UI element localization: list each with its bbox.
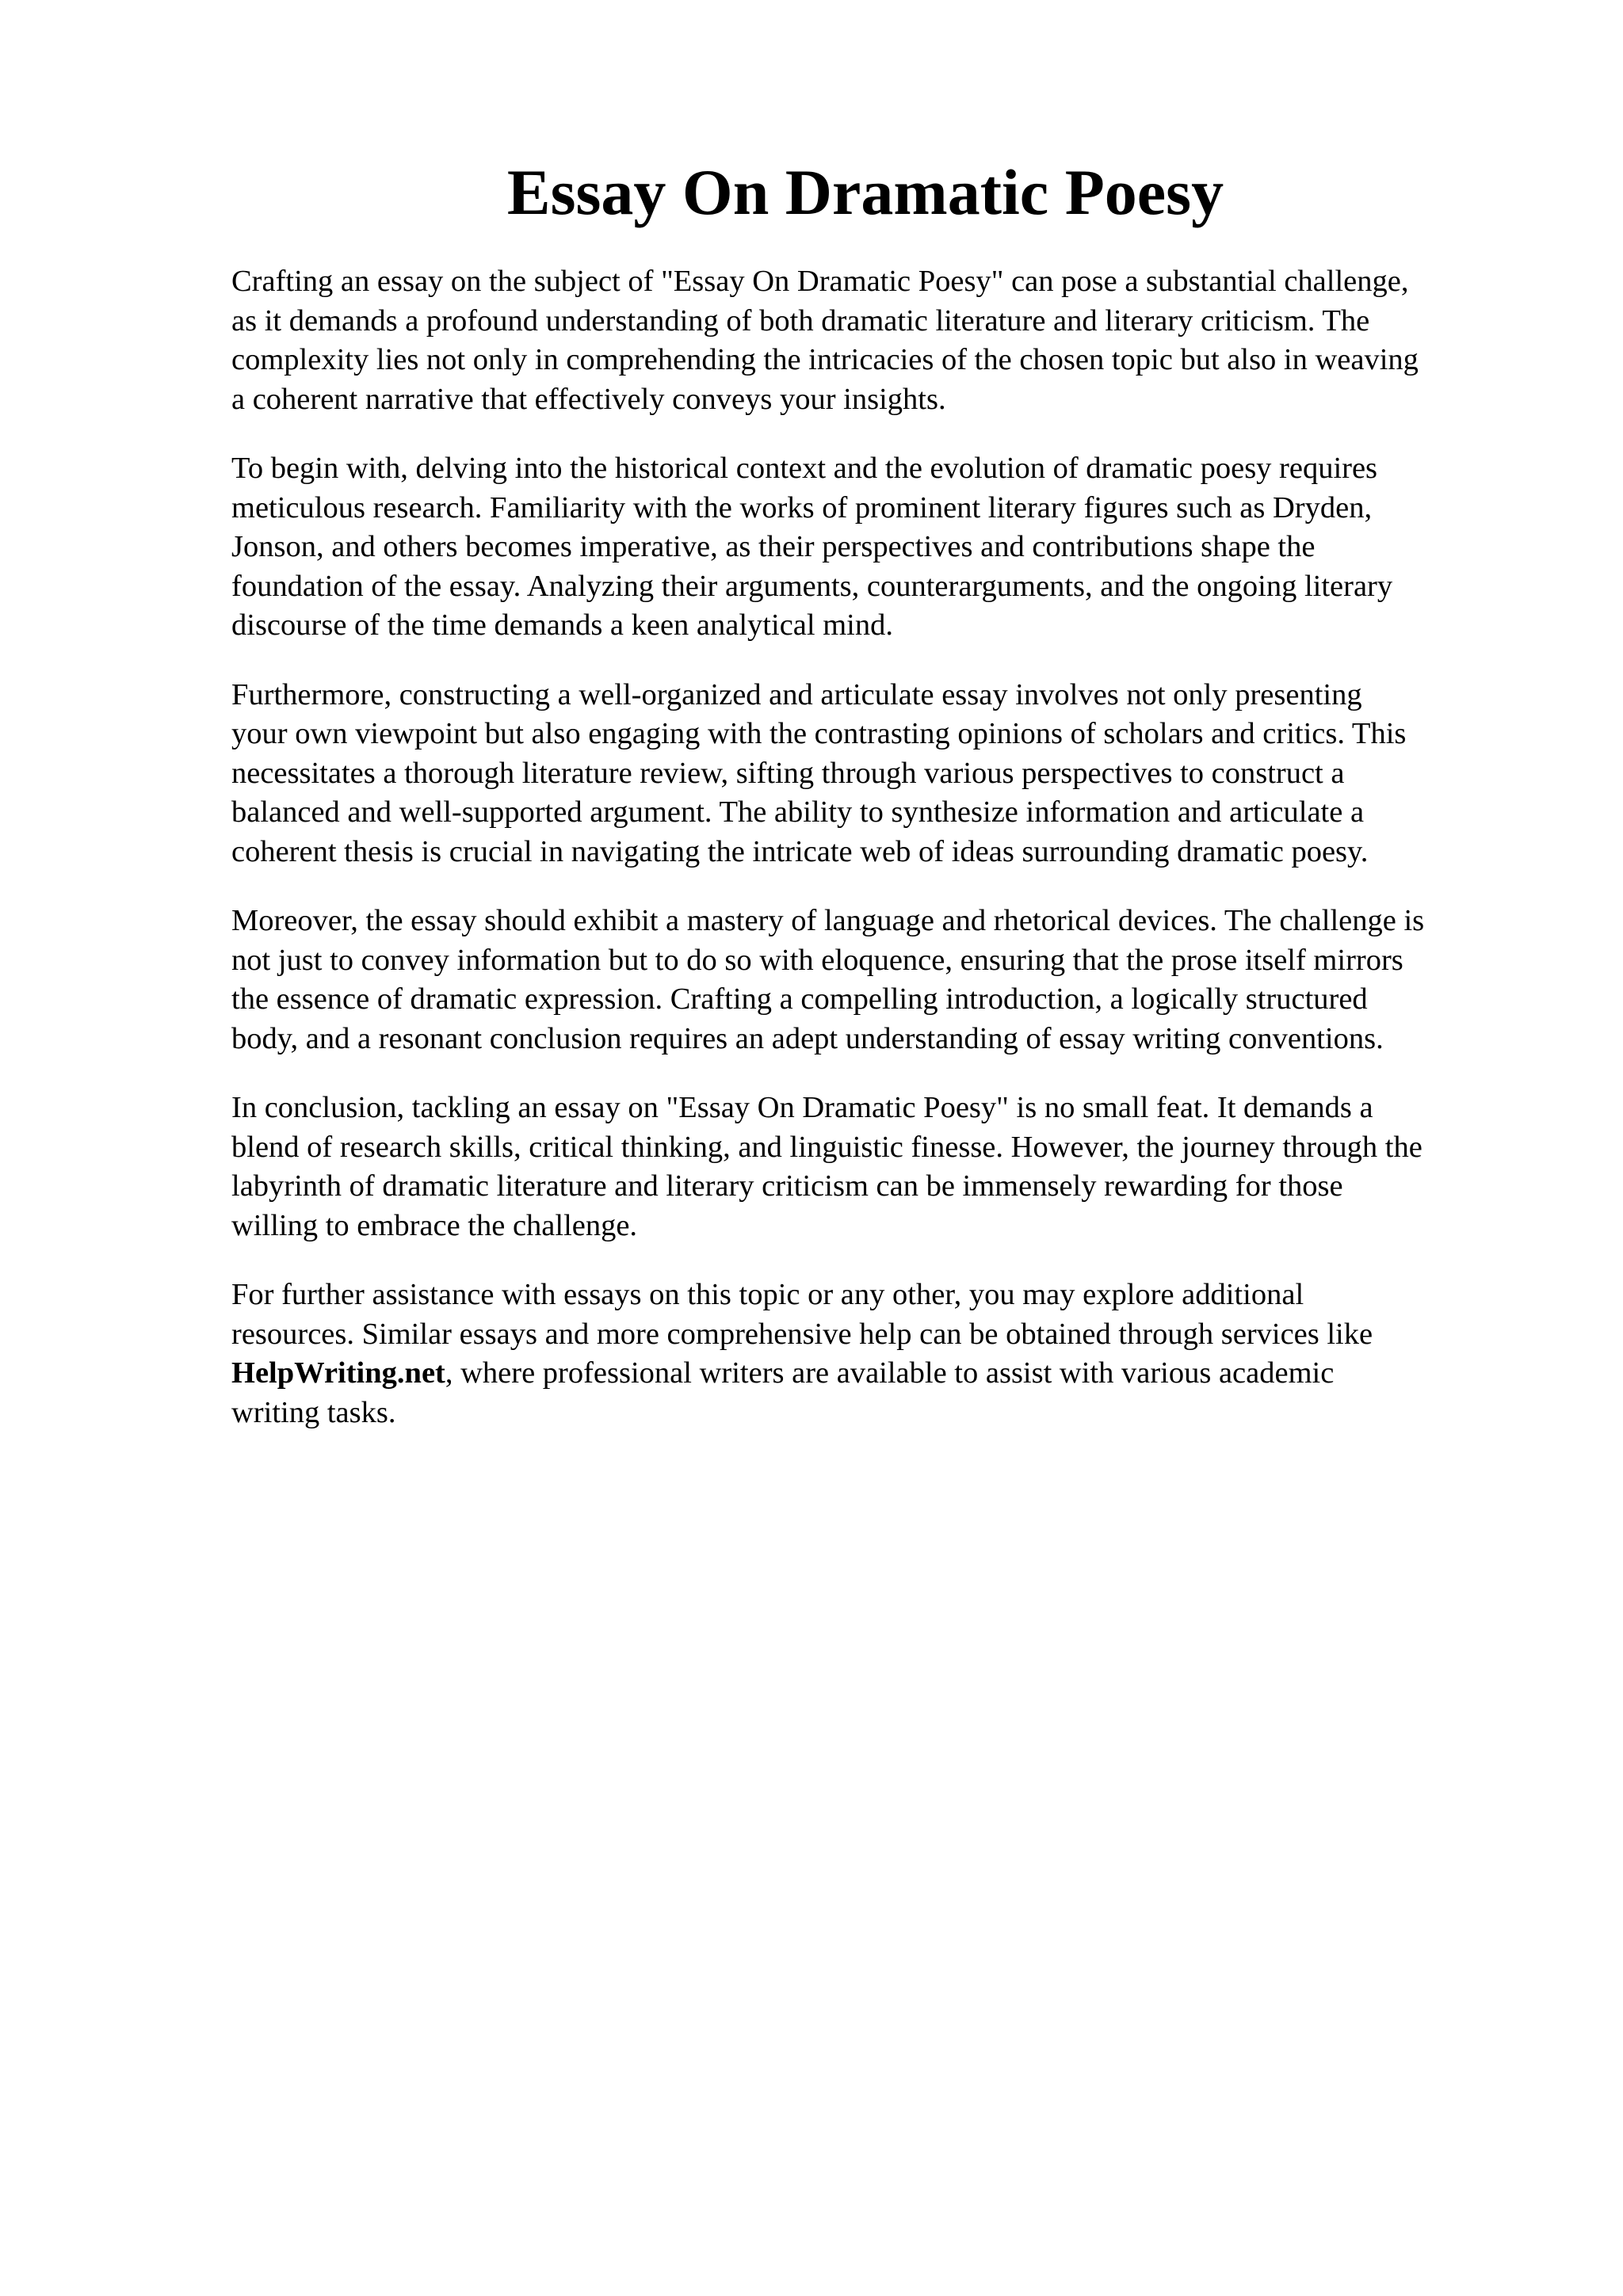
text-line: a coherent narrative that effectively conveys your insights. — [231, 382, 946, 416]
text-line: foundation of the essay. Analyzing their arguments, counterarguments, and the ongoing literary — [231, 569, 1393, 603]
text-line: the essence of dramatic expression. Crafting a compelling introduction, a logically structured — [231, 982, 1368, 1016]
text-line: discourse of the time demands a keen analytical mind. — [231, 608, 893, 642]
helpwriting-brand-name: HelpWriting.net — [231, 1356, 445, 1390]
text-line: not just to convey information but to do so with eloquence, ensuring that the prose itself mirrors — [231, 943, 1403, 977]
text-line: To begin with, delving into the historical context and the evolution of dramatic poesy requires — [231, 452, 1378, 485]
text-line: as it demands a profound understanding of both dramatic literature and literary criticism. The — [231, 303, 1370, 338]
text-line: complexity lies not only in comprehending the intricacies of the chosen topic but also in weaving — [231, 343, 1419, 376]
text-line: willing to embrace the challenge. — [231, 1208, 638, 1242]
text-line: Moreover, the essay should exhibit a mastery of language and rhetorical devices. The challenge is — [231, 904, 1425, 937]
text-line: Crafting an essay on the subject of "Essay On Dramatic Poesy" can pose a substantial challenge, — [231, 265, 1409, 298]
paragraph-historical-context — [231, 449, 1547, 646]
text-line — [231, 1354, 1547, 1394]
text-line: labyrinth of dramatic literature and literary criticism can be immensely rewarding for those — [231, 1169, 1343, 1203]
text-line: For further assistance with essays on this topic or any other, you may explore additional — [231, 1278, 1304, 1311]
text-line-rest: , where professional writers are available to assist with various academic — [445, 1356, 1335, 1390]
text-line: balanced and well-supported argument. The ability to synthesize information and articulate a — [231, 795, 1365, 829]
text-line: Jonson, and others becomes imperative, as their perspectives and contributions shape the — [231, 530, 1316, 563]
document-page — [231, 154, 1547, 1463]
text-line: In conclusion, tackling an essay on "Essay On Dramatic Poesy" is no small feat. It demands a — [231, 1091, 1373, 1124]
paragraph-conclusion — [231, 1089, 1547, 1245]
text-line: writing tasks. — [231, 1395, 396, 1429]
text-line: body, and a resonant conclusion requires an adept understanding of essay writing conventions. — [231, 1021, 1384, 1055]
paragraph-language — [231, 902, 1547, 1058]
text-line: coherent thesis is crucial in navigating the intricate web of ideas surrounding dramatic poesy. — [231, 834, 1369, 868]
text-line: your own viewpoint but also engaging with the contrasting opinions of scholars and critics. This — [231, 717, 1407, 750]
text-line: Furthermore, constructing a well-organized and articulate essay involves not only presenting — [231, 677, 1362, 711]
text-line: necessitates a thorough literature review, sifting through various perspectives to construct a — [231, 756, 1345, 790]
paragraph-structure — [231, 676, 1547, 872]
document-title: Essay On Dramatic Poesy — [506, 156, 1224, 228]
paragraph-further-assistance — [231, 1276, 1547, 1432]
paragraph-intro — [231, 262, 1547, 419]
text-line: meticulous research. Familiarity with the works of prominent literary figures such as Dryden, — [231, 490, 1373, 524]
text-line: resources. Similar essays and more comprehensive help can be obtained through services like — [231, 1317, 1373, 1351]
text-line: blend of research skills, critical thinking, and linguistic finesse. However, the journey through the — [231, 1130, 1423, 1164]
